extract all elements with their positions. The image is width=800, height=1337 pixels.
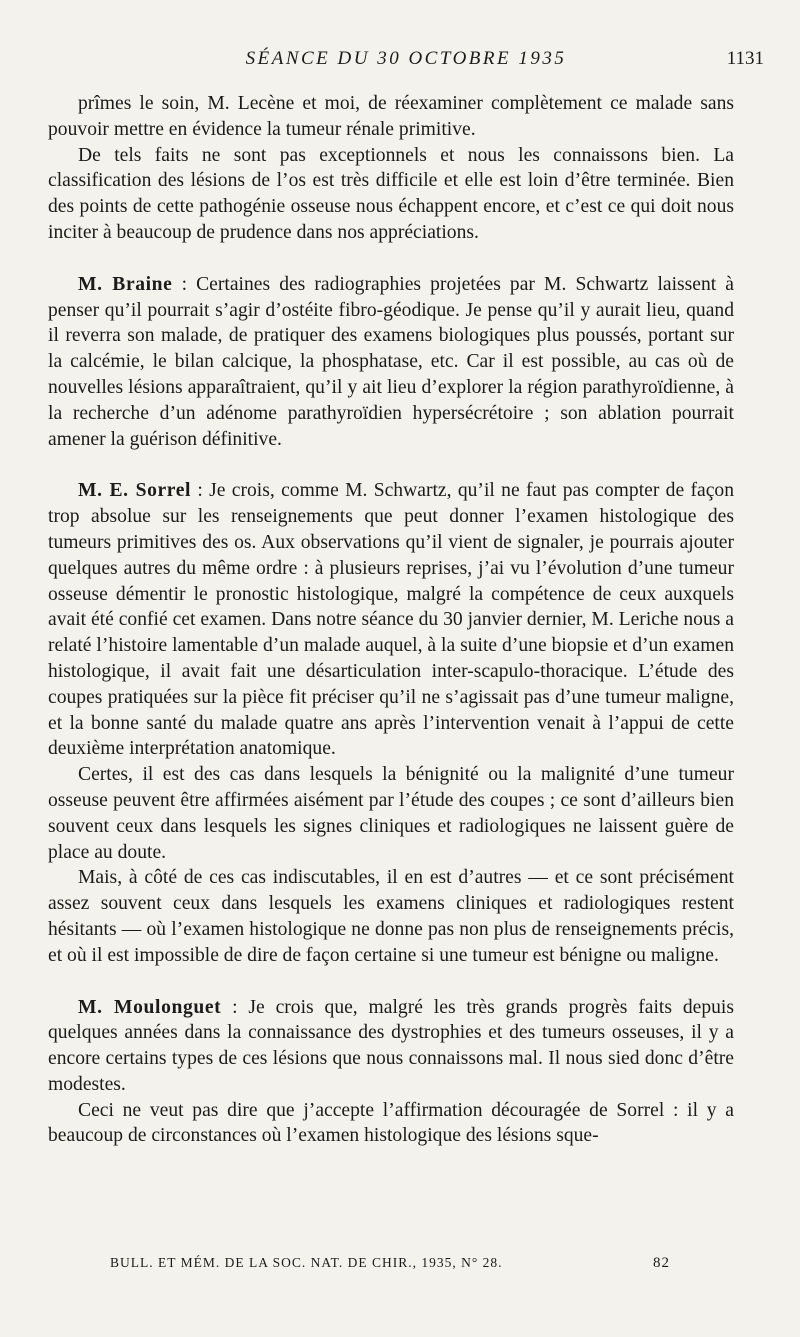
page-footer bbox=[110, 1255, 670, 1277]
paragraph-text: : Certaines des radiographies projetées par M. Schwartz laissent à penser qu’il pourrait s’agir d’ostéite fibro-géodique. Je pense qu’il y aurait lieu, quand il reverra son malade, de pratiquer des examens biologiques plus poussés, portant sur la calcémie, le bilan calcique, la phosphatase, etc. Car il est possible, au cas où de nouvelles lésions apparaîtraient, qu’il y ait lieu d’explorer la région parathyroïdienne, à la recherche d’un adénome parathyroïdien hypersécrétoire ; son ablation pourrait amener la guérison définitive. bbox=[48, 273, 734, 450]
body-text bbox=[48, 91, 734, 1149]
speaker-name: M. E. Sorrel bbox=[78, 480, 192, 502]
paragraph bbox=[48, 272, 734, 453]
paragraph bbox=[48, 1098, 734, 1150]
header-title: SÉANCE DU 30 OCTOBRE 1935 bbox=[245, 48, 567, 69]
paragraph bbox=[48, 865, 734, 968]
paragraph-text: : Je crois, comme M. Schwartz, qu’il ne faut pas compter de façon trop absolue sur les renseignements que peut donner l’examen histologique des tumeurs primitives des os. Aux observations qu’il vient de signaler, je pourrais ajouter quelques autres du même ordre : à plusieurs reprises, j’ai vu l’évolution d’une tumeur osseuse démentir le pronostic histologique, malgré la compétence de ceux auxquels avait été confié cet examen. Dans notre séance du 30 janvier dernier, M. Leriche nous a relaté l’histoire lamentable d’un malade auquel, à la suite d’une biopsie et d’un examen histologique, il avait fait une désarticulation inter-scapulo-thoracique. L’étude des coupes pratiquées sur la pièce fit préciser qu’il ne s’agissait pas d’une tumeur maligne, et la bonne santé du malade quatre ans après l’intervention venait à l’appui de cette deuxième interprétation anatomique. bbox=[48, 480, 735, 760]
paragraph-text: De tels faits ne sont pas exceptionnels et nous les connaissons bien. La classification des lésions de l’os est très difficile et elle est loin d’être terminée. Bien des points de cette pathogénie osseuse nous échappent encore, et c’est ce qui doit nous inciter à beaucoup de prudence dans nos appréciations. bbox=[48, 144, 734, 243]
signature-mark: 82 bbox=[653, 1255, 670, 1271]
page-number: 1131 bbox=[726, 48, 764, 69]
speaker-name: M. Braine bbox=[78, 273, 173, 295]
running-header bbox=[48, 48, 764, 76]
paragraph-text: Ceci ne veut pas dire que j’accepte l’affirmation découragée de Sorrel : il y a beaucoup de circonstances où l’examen histologique des lésions sque- bbox=[48, 1099, 734, 1147]
speaker-name: M. Moulonguet bbox=[78, 996, 222, 1018]
paragraph-text: Mais, à côté de ces cas indiscutables, il en est d’autres — et ce sont précisément assez souvent ceux dans lesquels les examens cliniques et radiologiques restent hésitants — où l’examen histologique ne donne pas non plus de renseignements précis, et où il est impossible de dire de façon certaine si une tumeur est bénigne ou maligne. bbox=[48, 867, 734, 966]
paragraph-text: : Je crois que, malgré les très grands progrès faits depuis quelques années dans la connaissance des dystrophies et des tumeurs osseuses, il y a encore certains types de ces lésions que nous connaissons mal. Il nous sied donc d’être modestes. bbox=[48, 996, 734, 1095]
paragraph bbox=[48, 478, 734, 762]
paragraph bbox=[48, 995, 734, 1098]
paragraph bbox=[48, 91, 734, 143]
paragraph bbox=[48, 762, 734, 865]
journal-reference: BULL. ET MÉM. DE LA SOC. NAT. DE CHIR., 1935, N° 28. bbox=[110, 1255, 503, 1270]
paragraph-text: Certes, il est des cas dans lesquels la bénignité ou la malignité d’une tumeur osseuse peuvent être affirmées aisément par l’étude des coupes ; ce sont d’ailleurs bien souvent ceux dans lesquels les signes cliniques et radiologiques ne laissent guère de place au doute. bbox=[48, 764, 734, 863]
paragraph bbox=[48, 143, 734, 246]
paragraph-text: prîmes le soin, M. Lecène et moi, de réexaminer complètement ce malade sans pouvoir mettre en évidence la tumeur rénale primitive. bbox=[48, 93, 734, 140]
